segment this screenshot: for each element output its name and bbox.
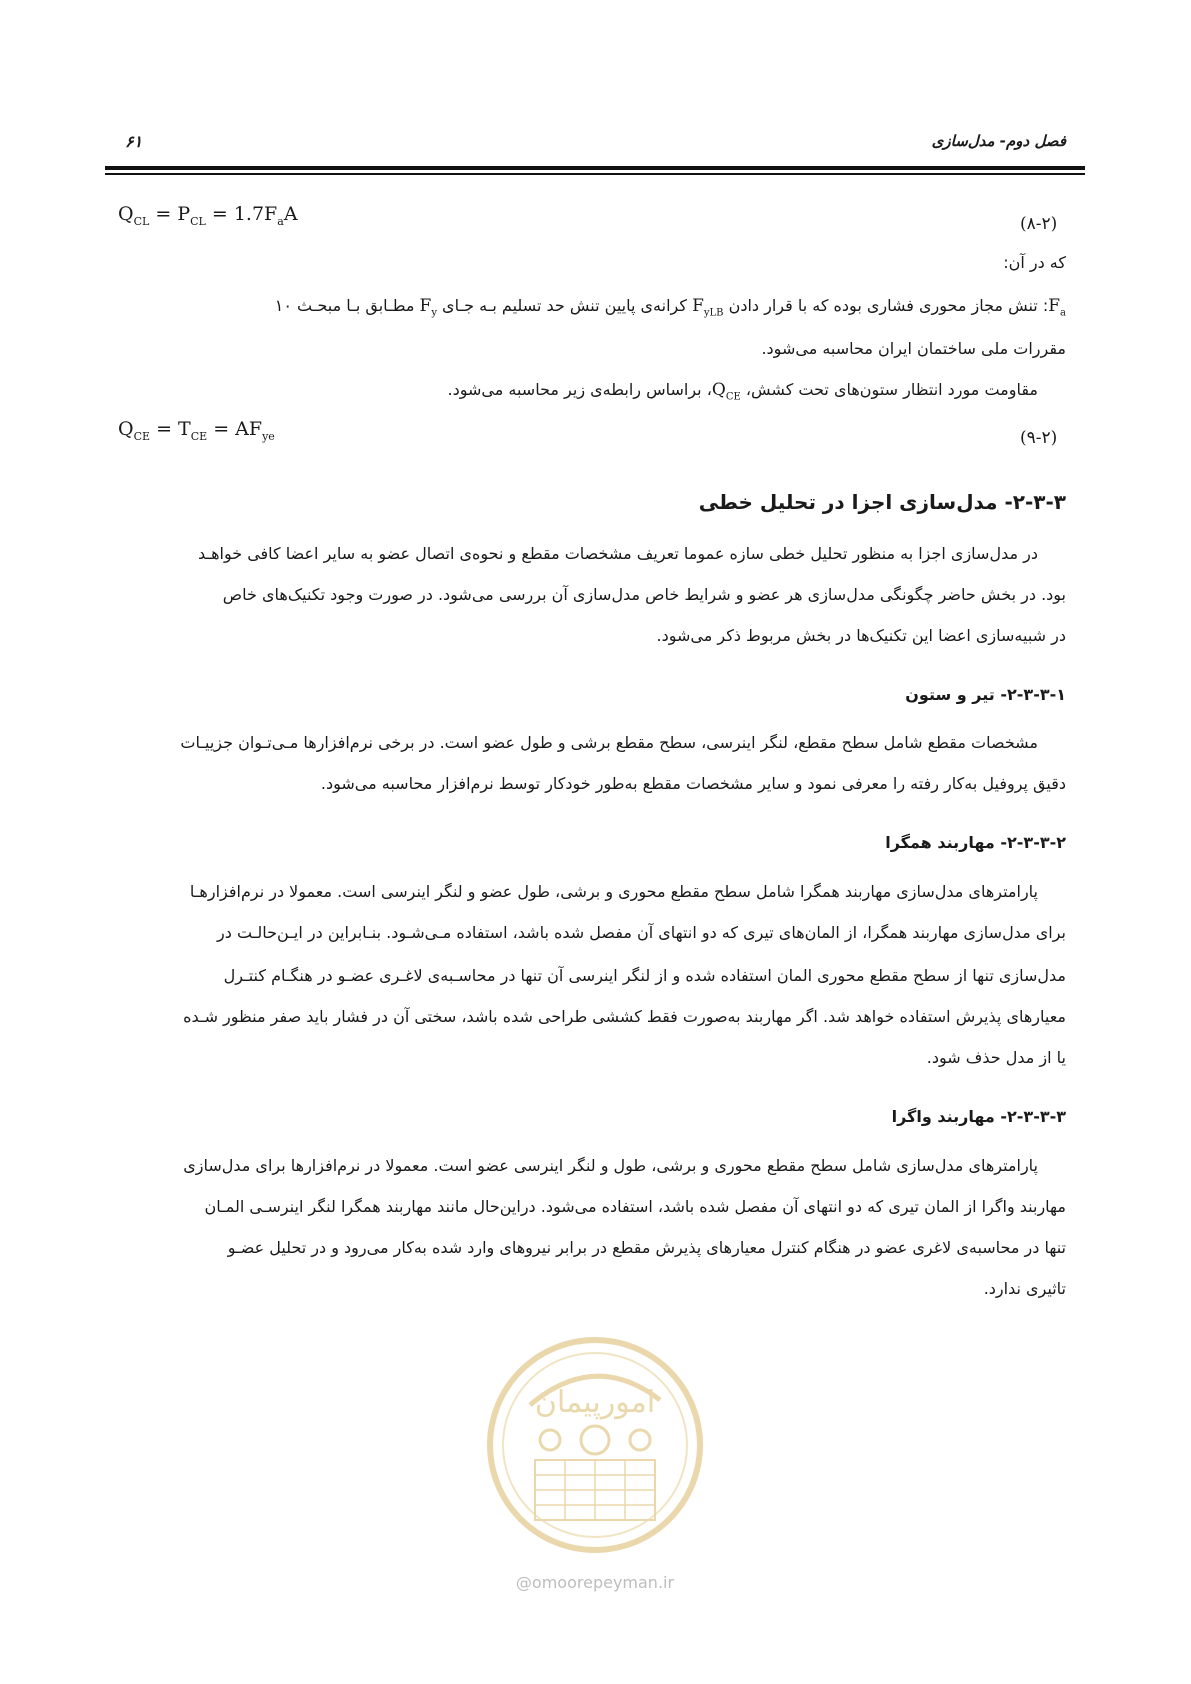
paragraph-line: تنها در محاسبه‌ی لاغری عضو در هنگام کنترل معیارهای پذیرش مقطع در برابر نیروهای وارد شده به‌کار می‌رود و در تحلیل عضـو bbox=[227, 1238, 1066, 1257]
equation-8-number: (۸-۲) bbox=[1020, 214, 1058, 234]
paragraph-line: تاثیری ندارد. bbox=[983, 1279, 1066, 1298]
section-heading-2-3-3: ۲-۳-۳- مدل‌سازی اجزا در تحلیل خطی bbox=[698, 490, 1066, 514]
fa-definition-line2: مقررات ملی ساختمان ایران محاسبه می‌شود. bbox=[761, 339, 1066, 358]
paragraph-line: در مدل‌سازی اجزا به منظور تحلیل خطی سازه عموما تعریف مشخصات مقطع و نحوه‌ی اتصال عضو به سایر اعضا کافی خواهـد bbox=[197, 544, 1038, 563]
paragraph-line: یا از مدل حذف شود. bbox=[926, 1048, 1066, 1067]
section-heading-beam-column: ۲-۳-۳-۱- تیر و ستون bbox=[905, 685, 1066, 704]
paragraph-line: بود. در بخش حاضر چگونگی مدل‌سازی هر عضو و شرایط خاص مدل‌سازی آن بررسی می‌شود. در صورت وجود تکنیک‌های خاص bbox=[222, 585, 1066, 604]
paragraph-line: پارامترهای مدل‌سازی مهاربند همگرا شامل سطح مقطع محوری و برشی، طول عضو و لنگر اینرسی است. معمولا در نرم‌افزارهـا bbox=[189, 882, 1038, 901]
running-head: فصل دوم- مدل‌سازی bbox=[931, 132, 1066, 150]
paragraph-line: معیارهای پذیرش استفاده خواهد شد. اگر مهاربند به‌صورت فقط کششی طراحی شده باشد، سختی آن در فشار باید صفر منظور شـده bbox=[183, 1007, 1066, 1026]
page-number: ۶۱ bbox=[125, 132, 143, 151]
fa-definition: $F_a$: تنش مجاز محوری فشاری بوده که با قرار دادن $F_{yLB}$ کرانه‌ی پایین تنش حد تسلیم بـه جـای $F_y$ مطـابق بـا مبحـث ۱۰ bbox=[274, 296, 1066, 319]
watermark-seal-icon bbox=[480, 1330, 710, 1560]
header-rule-thin bbox=[105, 173, 1085, 175]
section-heading-concentric-brace: ۲-۳-۳-۲- مهاربند همگرا bbox=[885, 833, 1066, 852]
header-rule bbox=[105, 166, 1085, 170]
watermark-logo-text: امورپیمان bbox=[534, 1385, 656, 1420]
paragraph-line: برای مدل‌سازی مهاربند همگرا، از المان‌های تیری که دو انتهای آن مفصل شده باشد، استفاده مـی‌شـود. بنـابراین در ایـن‌حالـت در bbox=[217, 923, 1066, 942]
paragraph-line: دقیق پروفیل به‌کار رفته را معرفی نمود و سایر مشخصات مقطع به‌طور خودکار توسط نرم‌افزار محاسبه می‌شود. bbox=[320, 774, 1066, 793]
fy-symbol: $F_y$ bbox=[419, 296, 437, 319]
equation-9-number: (۹-۲) bbox=[1020, 428, 1058, 448]
paragraph-line: مهاربند واگرا از المان تیری که دو انتهای آن مفصل شده باشد، استفاده می‌شود. دراین‌حال مانند مهاربند همگرا لنگر اینرسـی المـان bbox=[204, 1197, 1066, 1216]
section-heading-eccentric-brace: ۲-۳-۳-۳- مهاربند واگرا bbox=[891, 1107, 1066, 1126]
fa-symbol: $F_a$ bbox=[1048, 296, 1066, 319]
equation-9: $Q_{CE} = T_{CE} = AF_{ye}$ bbox=[118, 418, 275, 443]
where-label: که در آن: bbox=[1003, 253, 1066, 272]
watermark-url: @omoorepeyman.ir bbox=[515, 1573, 675, 1592]
fylb-symbol: $F_{yLB}$ bbox=[692, 296, 724, 319]
paragraph-line: مدل‌سازی تنها از سطح مقطع محوری المان استفاده شده و از لنگر اینرسی آن تنها در محاسـبه‌ی لاغـری عضـو در هنگـام کنتـرل bbox=[223, 966, 1066, 985]
paragraph-line: مشخصات مقطع شامل سطح مقطع، لنگر اینرسی، سطح مقطع برشی و طول عضو است. در برخی نرم‌افزارها مـی‌تـوان جزییـات bbox=[180, 733, 1038, 752]
equation-8: $Q_{CL} = P_{CL} = 1.7F_aA$ bbox=[118, 203, 298, 228]
qce-symbol: $Q_{CE}$ bbox=[711, 380, 741, 403]
paragraph-line: پارامترهای مدل‌سازی شامل سطح مقطع محوری و برشی، طول و لنگر اینرسی عضو است. معمولا در نرم‌افزارها برای مدل‌سازی bbox=[183, 1156, 1038, 1175]
tension-statement: مقاومت مورد انتظار ستون‌های تحت کشش، $Q_{CE}،$ براساس رابطه‌ی زیر محاسبه می‌شود. bbox=[447, 380, 1038, 403]
watermark-logo bbox=[480, 1330, 710, 1560]
paragraph-line: در شبیه‌سازی اعضا این تکنیک‌ها در بخش مربوط ذکر می‌شود. bbox=[656, 626, 1066, 645]
